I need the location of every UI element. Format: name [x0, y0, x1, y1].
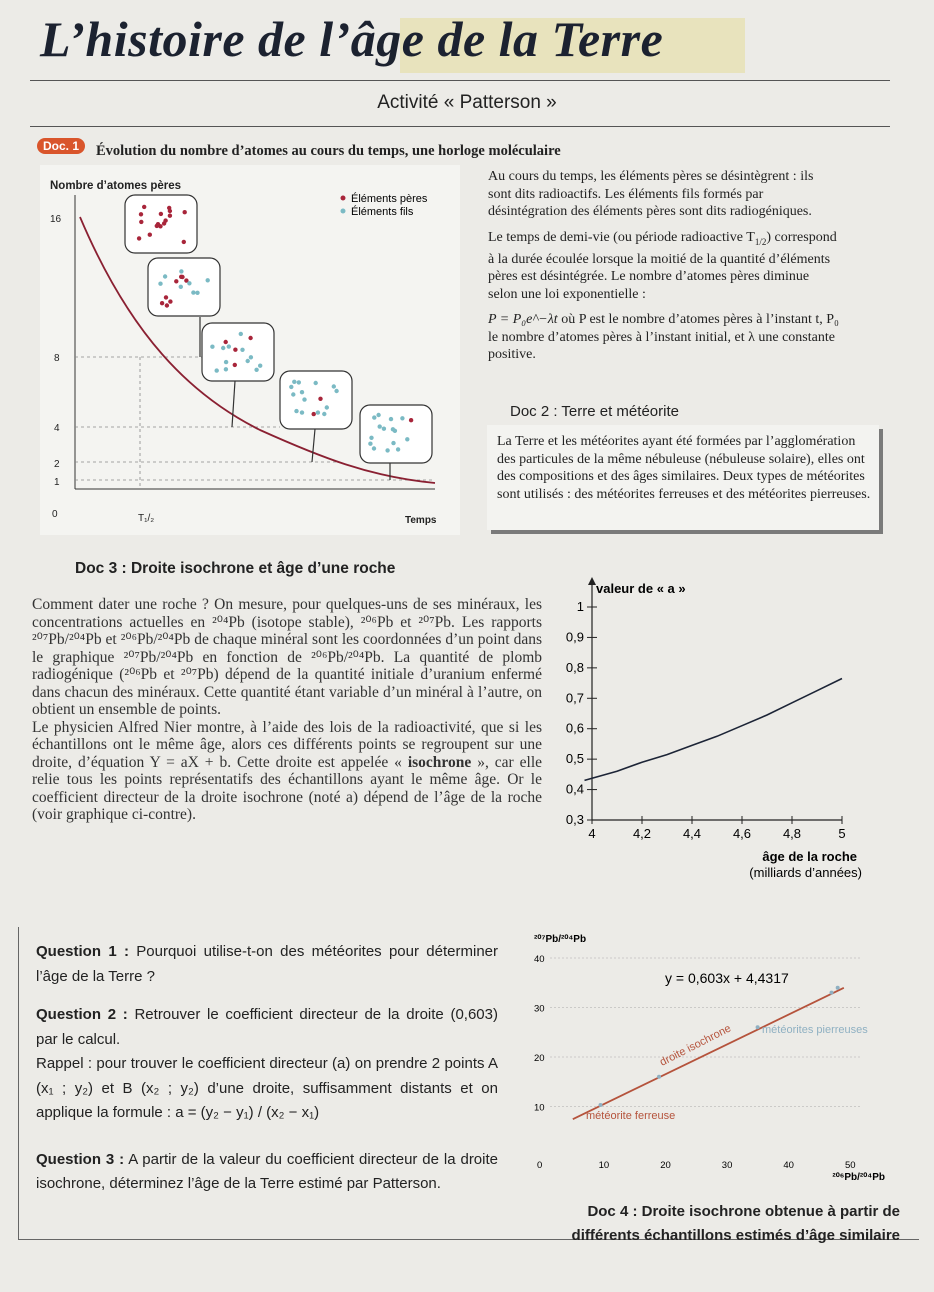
slope-ytick-label: 0,7	[565, 690, 584, 706]
child-atom-dot	[314, 381, 318, 385]
iso-xtick-label: 30	[721, 1160, 733, 1171]
parent-atom-dot	[233, 363, 237, 367]
child-atom-dot	[302, 397, 306, 401]
child-atom-dot	[291, 392, 295, 396]
child-atom-dot	[372, 415, 376, 419]
parent-atom-dot	[168, 299, 172, 303]
doc3-paragraph2: Le physicien Alfred Nier montre, à l’aide des lois de la radioactivité, que si les échantillons ont le même âge, alors ces différents points se regroupent sur une droite, d’équation Y = aX + b. Cette droite est appelée « isochrone », car elle relie tous les points représentatifs des échantillons ayant le même âge. Or le coefficient directeur de la droite isochrone (noté a) dépend de l’âge de la roche (voir graphique ci-contre).	[32, 718, 542, 823]
question-1: Question 1 : Pourquoi utilise-t-on des météorites pour déterminer l’âge de la Terre ?	[36, 943, 498, 985]
slope-ytick-label: 0,6	[565, 720, 584, 736]
slope-y-arrow	[588, 577, 596, 585]
doc3-title: Doc 3 : Droite isochrone et âge d’une roche	[75, 560, 396, 577]
slope-curve	[585, 679, 843, 781]
page-title: L’histoire de l’âge de la Terre	[40, 11, 664, 67]
child-atom-dot	[325, 405, 329, 409]
doc1-paragraph1: Au cours du temps, les éléments pères se désintègrent : ils sont dits radioactifs. Les éléments fils formés par désintégration des éléments pères sont dits radiogéniques.	[488, 169, 814, 219]
child-atom-dot	[405, 437, 409, 441]
child-atom-dot	[191, 290, 195, 294]
doc1-title: Évolution du nombre d’atomes au cours du temps, une horloge moléculaire	[96, 143, 561, 159]
doc1-paragraph3: P = P₀e^−λt où P est le nombre d’atomes pères à l’instant t, P₀ le nombre d’atomes pères à l’instant initial, et λ une constante positive.	[488, 312, 839, 363]
child-atom-dot	[376, 413, 380, 417]
doc2-text: La Terre et les météorites ayant été formées par l’agglomération des particules de la même nébuleuse (nébuleuse solaire), elles ont des compositions et des âges similaires. Deux types de météorites sont utilisés : des météorites ferreuses et des météorites pierreuses.	[497, 434, 871, 502]
slope-ytick-label: 0,4	[565, 781, 584, 797]
decay-origin: 0	[52, 509, 58, 520]
child-atom-dot	[382, 427, 386, 431]
slope-xtick-label: 4,4	[682, 826, 702, 841]
slope-ytick-label: 0,9	[565, 629, 584, 645]
child-atom-dot	[334, 389, 338, 393]
atom-box-5	[360, 405, 432, 463]
decay-ytick-2: 2	[54, 459, 60, 470]
child-atom-dot	[227, 344, 231, 348]
child-atom-dot	[316, 410, 320, 414]
parent-atom-dot	[409, 418, 413, 422]
slope-xtick-label: 4,8	[782, 826, 802, 841]
child-atom-dot	[210, 345, 214, 349]
question-2: Question 2 : Retrouver le coefficient directeur de la droite (0,603) par le calcul.	[36, 1006, 498, 1048]
iso-xlabel: ²⁰⁶Pb/²⁰⁴Pb	[832, 1172, 885, 1183]
iso-equation: y = 0,603x + 4,4317	[665, 970, 789, 986]
iso-data-point	[599, 1103, 603, 1107]
atom-box-2	[148, 258, 220, 316]
parent-atom-dot	[182, 240, 186, 244]
questions	[36, 940, 498, 1211]
child-atom-dot	[258, 364, 262, 368]
child-atom-dot	[400, 416, 404, 420]
child-atom-dot	[195, 291, 199, 295]
decay-ytick-8: 8	[54, 353, 60, 364]
parent-atom-dot	[139, 220, 143, 224]
iso-data-point	[756, 1025, 760, 1029]
decay-xlabel: Temps	[405, 515, 437, 526]
decay-ytick-4: 4	[54, 423, 60, 434]
decay-ytick-1: 1	[54, 477, 60, 488]
child-atom-dot	[239, 332, 243, 336]
decay-ylabel: Nombre d’atomes pères	[50, 180, 182, 192]
slope-ytick-label: 0,8	[565, 659, 584, 675]
atom-box-1	[125, 195, 197, 253]
iso-ytick-label: 20	[534, 1053, 545, 1064]
iso-xtick-label: 10	[598, 1160, 610, 1171]
iso-ytick-label: 10	[534, 1102, 545, 1114]
parent-atom-dot	[165, 303, 169, 307]
slope-xtick-label: 5	[838, 826, 846, 841]
iso-label-stone: météorites pierreuses	[762, 1024, 868, 1036]
child-atom-dot	[249, 355, 253, 359]
child-atom-dot	[391, 427, 395, 431]
iso-xtick-label: 40	[783, 1160, 794, 1171]
iso-label-iron: météorite ferreuse	[586, 1110, 676, 1122]
legend-parents: Éléments pères	[351, 193, 428, 205]
child-atom-dot	[297, 380, 301, 384]
child-atom-dot	[240, 348, 244, 352]
legend-parent-dot	[341, 196, 346, 201]
parent-atom-dot	[137, 236, 141, 240]
parent-atom-dot	[233, 348, 237, 352]
parent-atom-dot	[248, 336, 252, 340]
atom-box-3	[202, 323, 274, 381]
doc1-paragraph2: Le temps de demi-vie (ou période radioactive $T_{1/2}$) correspond à la durée écoulée lorsque la moitié de la quantité d’éléments pères est désintégrée. Le nombre d’atomes pères diminue selon une loi exponentielle :	[488, 229, 837, 302]
doc1-formula: P = P₀e^−λt	[488, 312, 558, 328]
doc3-paragraph1: Comment dater une roche ? On mesure, pour quelques-uns de ses minéraux, les concentrations actuelles en ²⁰⁴Pb (isotope stable), ²⁰⁶Pb et ²⁰⁷Pb. Les rapports ²⁰⁷Pb/²⁰⁴Pb et ²⁰⁶Pb/²⁰⁴Pb de chaque minéral sont les coordonnées d’un point dans le graphique ²⁰⁷Pb/²⁰⁴Pb en fonction de ²⁰⁶Pb/²⁰⁴Pb. La quantité de plomb radiogénique (²⁰⁶Pb et ²⁰⁷Pb) dépend de la quantité initiale d’uranium enfermé dans chacun des minéraux. Cette quantité étant variable d’un minéral à l’autre, on obtient un ensemble de points.	[32, 596, 542, 718]
doc1-text	[488, 168, 840, 364]
slope-chart-title: valeur de « a »	[596, 581, 686, 596]
title-rule	[30, 80, 890, 81]
question-3: Question 3 : A partir de la valeur du coefficient directeur de la droite isochrone, déterminez l’âge de la Terre estimé par Patterson.	[36, 1150, 498, 1192]
iso-xtick-label: 50	[845, 1160, 856, 1171]
parent-atom-dot	[142, 205, 146, 209]
child-atom-dot	[389, 417, 393, 421]
parent-atom-dot	[168, 214, 172, 218]
child-atom-dot	[378, 424, 382, 428]
parent-atom-dot	[183, 210, 187, 214]
child-atom-dot	[368, 442, 372, 446]
child-atom-dot	[224, 367, 228, 371]
iso-data-point	[657, 1075, 661, 1079]
iso-ytick-label: 30	[534, 1003, 545, 1015]
slope-xtick-label: 4	[588, 826, 596, 841]
parent-atom-dot	[160, 301, 164, 305]
slope-ytick-label: 0,5	[565, 751, 584, 767]
question-2-reminder: Rappel : pour trouver le coefficient directeur (a) on prendre 2 points A (x₁ ; y₂) et B (x₂ ; y₂) d’une droite, suffisamment distants et on applique la formule : a = (y₂ − y₁) / (x₂ − x₁)	[36, 1055, 498, 1121]
slope-xtick-label: 4,6	[732, 826, 752, 841]
legend-children: Éléments fils	[351, 206, 414, 218]
iso-data-point	[836, 986, 840, 990]
child-atom-dot	[254, 368, 258, 372]
slope-ytick-label: 0,3	[565, 812, 584, 827]
parent-atom-dot	[180, 275, 184, 279]
iso-ylabel: ²⁰⁷Pb/²⁰⁴Pb	[534, 934, 587, 945]
child-atom-dot	[396, 447, 400, 451]
iso-ytick-label: 40	[534, 954, 545, 965]
child-atom-dot	[187, 281, 191, 285]
doc3-text	[32, 596, 542, 824]
parent-atom-dot	[174, 279, 178, 283]
iso-data-point	[830, 991, 834, 995]
child-atom-dot	[179, 285, 183, 289]
child-atom-dot	[332, 384, 336, 388]
parent-atom-dot	[159, 212, 163, 216]
iso-xtick-label: 0	[537, 1160, 543, 1171]
parent-atom-dot	[168, 209, 172, 213]
child-atom-dot	[221, 346, 225, 350]
subtitle-rule	[30, 126, 890, 127]
atom-box-4	[280, 371, 352, 429]
isochrone-chart	[520, 928, 890, 1188]
child-atom-dot	[206, 278, 210, 282]
child-atom-dot	[224, 360, 228, 364]
child-atom-dot	[300, 390, 304, 394]
doc4-caption: Doc 4 : Droite isochrone obtenue à partir de différents échantillons estimés d’âge similaire	[571, 1203, 900, 1244]
child-atom-dot	[294, 409, 298, 413]
iso-line-label: droite isochrone	[657, 1022, 734, 1069]
child-atom-dot	[289, 385, 293, 389]
parent-atom-dot	[318, 397, 322, 401]
parent-atom-dot	[312, 412, 316, 416]
child-atom-dot	[163, 274, 167, 278]
slope-ytick-label: 1	[576, 599, 584, 614]
parent-atom-dot	[224, 340, 228, 344]
decay-chart	[40, 165, 460, 545]
child-atom-dot	[215, 368, 219, 372]
child-atom-dot	[369, 436, 373, 440]
slope-xlabel2: (milliards d’années)	[749, 865, 862, 880]
page-subtitle: Activité « Patterson »	[377, 92, 557, 113]
parent-atom-dot	[162, 221, 166, 225]
slope-xlabel: âge de la roche	[762, 849, 857, 864]
child-atom-dot	[300, 410, 304, 414]
slope-age-chart	[552, 575, 882, 885]
child-atom-dot	[372, 446, 376, 450]
legend-child-dot	[341, 209, 346, 214]
child-atom-dot	[391, 441, 395, 445]
parent-atom-dot	[148, 233, 152, 237]
child-atom-dot	[246, 359, 250, 363]
slope-xtick-label: 4,2	[632, 826, 652, 841]
parent-atom-dot	[139, 212, 143, 216]
isochrone-line	[573, 988, 844, 1119]
child-atom-dot	[179, 269, 183, 273]
child-atom-dot	[158, 282, 162, 286]
child-atom-dot	[292, 380, 296, 384]
child-atom-dot	[385, 448, 389, 452]
iso-xtick-label: 20	[660, 1160, 671, 1171]
parent-atom-dot	[155, 224, 159, 228]
child-atom-dot	[322, 412, 326, 416]
decay-ytick-16: 16	[50, 214, 62, 225]
parent-atom-dot	[164, 295, 168, 299]
decay-xtick-half: T₁/₂	[138, 513, 155, 524]
doc1-badge: Doc. 1	[37, 138, 85, 154]
doc2-title: Doc 2 : Terre et météorite	[510, 403, 679, 420]
